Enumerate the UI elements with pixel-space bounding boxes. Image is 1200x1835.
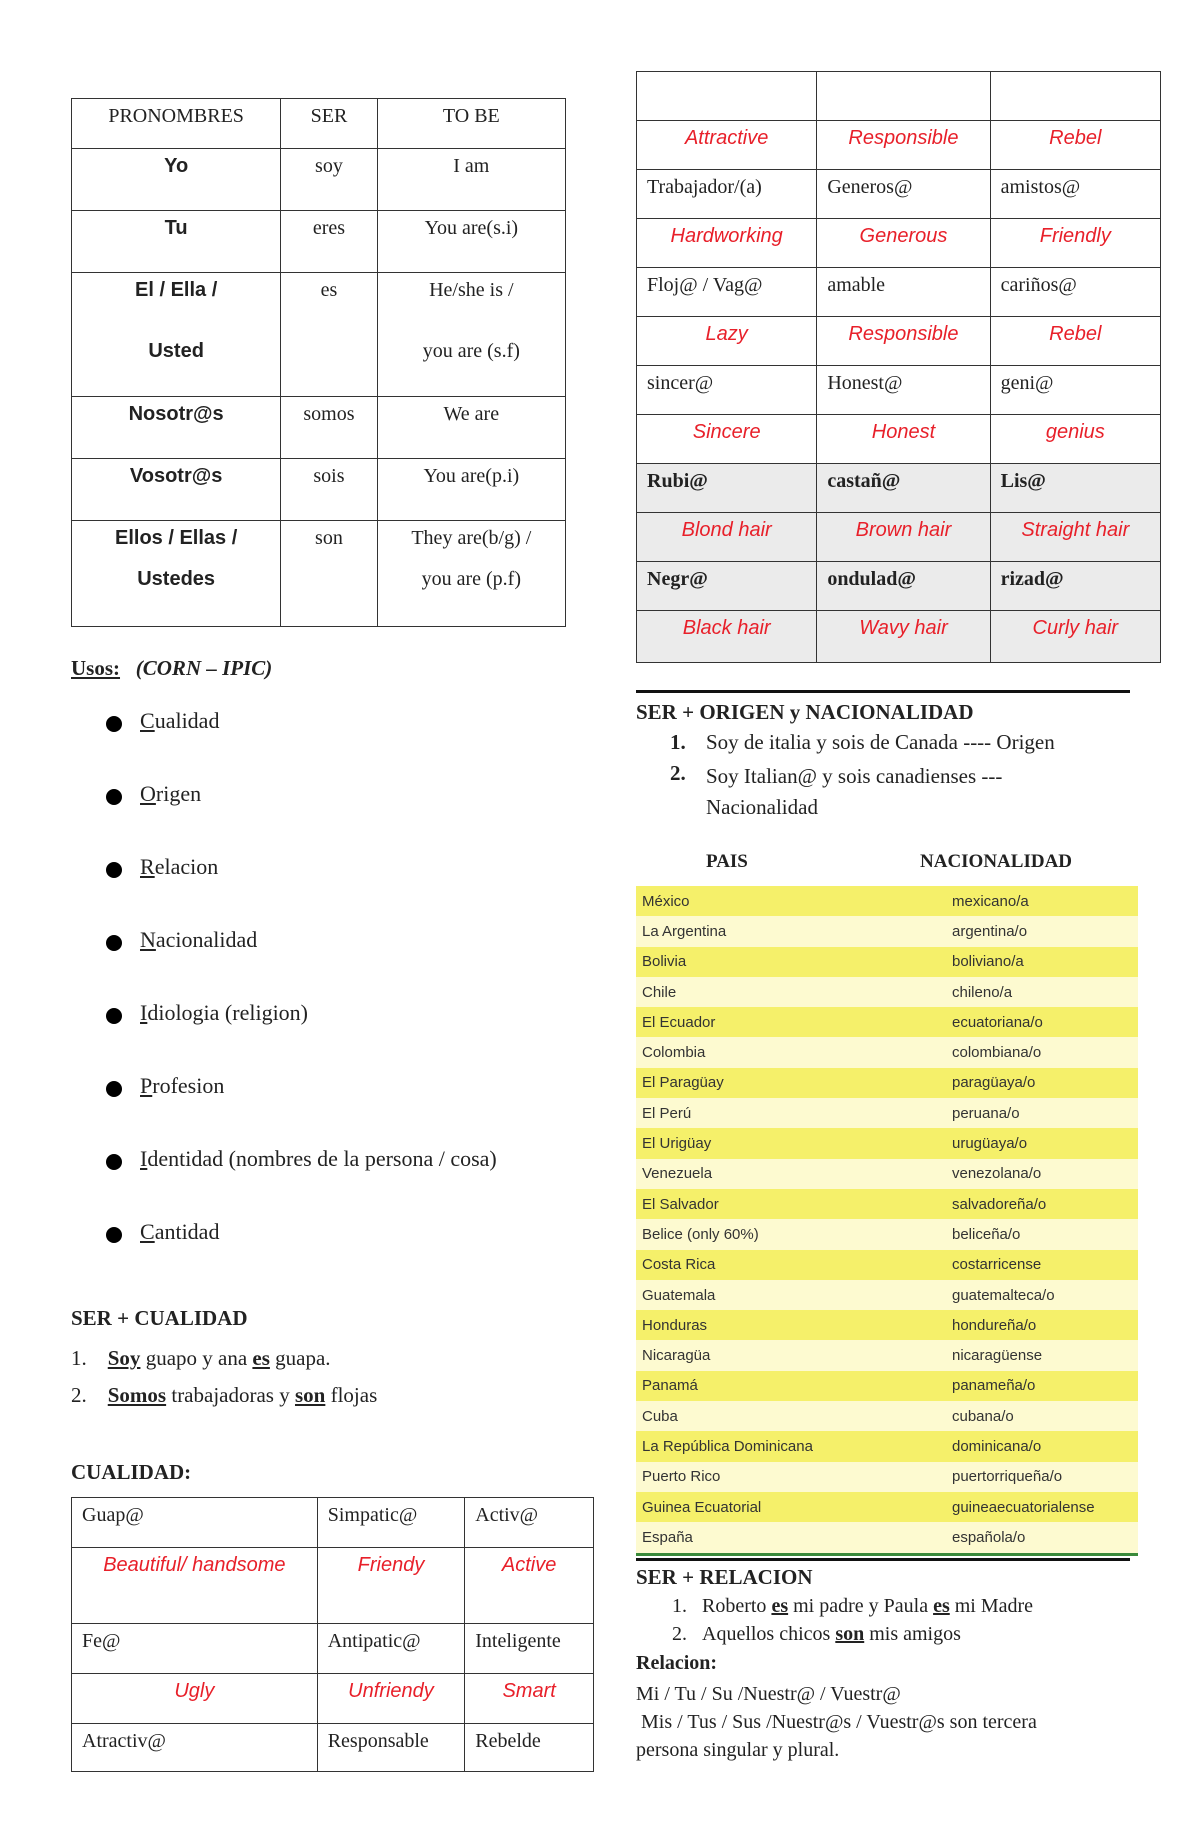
table-row bbox=[636, 1462, 1138, 1492]
bullet-icon bbox=[106, 935, 122, 951]
cell-translation: Friendly bbox=[990, 219, 1160, 268]
nacionalidad-cell: salvadoreña/o bbox=[952, 1195, 1047, 1213]
item-text: mi Madre bbox=[949, 1595, 1034, 1617]
table-row bbox=[636, 1159, 1138, 1189]
pais-cell: Guinea Ecuatorial bbox=[642, 1498, 762, 1516]
table-bottom-border bbox=[636, 1553, 1138, 1556]
header-pais: PAIS bbox=[706, 851, 748, 872]
tobe-cell: You are(s.i) bbox=[377, 211, 565, 273]
list-item bbox=[670, 730, 1110, 755]
cualidad-table bbox=[71, 1497, 594, 1772]
origen-title: SER + ORIGEN y NACIONALIDAD bbox=[636, 700, 974, 724]
list-item bbox=[672, 1623, 1033, 1646]
initial-letter: I bbox=[140, 1000, 148, 1025]
list-item bbox=[106, 854, 576, 927]
bullet-icon bbox=[106, 716, 122, 732]
table-row bbox=[636, 1007, 1138, 1037]
pais-cell: Colombia bbox=[642, 1044, 706, 1062]
table-row bbox=[636, 1098, 1138, 1128]
pronombres-table bbox=[71, 98, 566, 627]
cell-translation: Beautiful/ handsome bbox=[72, 1548, 318, 1624]
header-pronombres: PRONOMBRES bbox=[72, 99, 281, 149]
table-row bbox=[636, 1128, 1138, 1158]
item-text: Roberto bbox=[702, 1595, 772, 1617]
verb: es bbox=[771, 1595, 789, 1617]
ser-cell: somos bbox=[281, 397, 377, 459]
cell: Rebelde bbox=[465, 1724, 594, 1772]
list-item bbox=[106, 1219, 576, 1292]
cell-translation: Blond hair bbox=[637, 513, 817, 562]
cell: Honest@ bbox=[817, 366, 990, 415]
nacionalidad-cell: boliviano/a bbox=[952, 953, 1024, 971]
header-ser: SER bbox=[281, 99, 377, 149]
pais-cell: El Salvador bbox=[642, 1195, 719, 1213]
pais-cell: Costa Rica bbox=[642, 1256, 716, 1274]
pais-header bbox=[636, 848, 1138, 878]
verb: Soy bbox=[107, 1346, 141, 1370]
table-row bbox=[636, 1189, 1138, 1219]
nacionalidad-cell: cubana/o bbox=[952, 1407, 1014, 1425]
pron-cell: Yo bbox=[72, 149, 281, 211]
item-text: ualidad bbox=[154, 708, 220, 733]
usos-list bbox=[106, 708, 576, 1292]
item-num: 2. bbox=[670, 761, 686, 785]
table-row bbox=[636, 886, 1138, 916]
table-row bbox=[636, 977, 1138, 1007]
relacion-list bbox=[672, 1595, 1033, 1646]
item-text: mi padre y Paula bbox=[788, 1595, 934, 1617]
bullet-icon bbox=[106, 1081, 122, 1097]
item-text: acionalidad bbox=[155, 927, 258, 952]
usos-label: Usos: bbox=[71, 656, 121, 680]
cell: Inteligente bbox=[465, 1624, 594, 1674]
pais-cell: El Ecuador bbox=[642, 1013, 716, 1031]
cell-translation: Sincere bbox=[637, 415, 817, 464]
tobe-line: He/she is / bbox=[429, 279, 514, 301]
cell: Simpatic@ bbox=[317, 1498, 465, 1548]
cell: amable bbox=[817, 268, 990, 317]
nacionalidad-cell: colombiana/o bbox=[952, 1044, 1042, 1062]
list-item bbox=[106, 708, 576, 781]
verb: es bbox=[933, 1595, 950, 1617]
pron-line: El / Ella / bbox=[135, 279, 218, 301]
cell: Floj@ / Vag@ bbox=[637, 268, 817, 317]
table-row bbox=[636, 1280, 1138, 1310]
cell: Antipatic@ bbox=[317, 1624, 465, 1674]
item-text: guapa. bbox=[269, 1346, 331, 1370]
cell: castañ@ bbox=[817, 464, 990, 513]
list-item bbox=[672, 1595, 1033, 1618]
cell-translation: Smart bbox=[465, 1674, 594, 1724]
table-row bbox=[636, 1431, 1138, 1461]
cell: amistos@ bbox=[990, 170, 1160, 219]
tobe-cell bbox=[377, 521, 565, 627]
nacionalidad-cell: guineaecuatorialense bbox=[952, 1498, 1095, 1516]
pron-line: Ellos / Ellas / bbox=[114, 527, 238, 549]
cell: Lis@ bbox=[990, 464, 1160, 513]
table-row bbox=[636, 1219, 1138, 1249]
nacionalidad-cell: española/o bbox=[952, 1528, 1026, 1546]
pais-cell: El Perú bbox=[642, 1104, 692, 1122]
cell: Negr@ bbox=[637, 562, 817, 611]
nacionalidad-cell: dominicana/o bbox=[952, 1437, 1042, 1455]
list-item bbox=[106, 927, 576, 1000]
note-line: Mi / Tu / Su /Nuestr@ / Vuestr@ bbox=[636, 1683, 901, 1705]
bullet-icon bbox=[106, 1008, 122, 1024]
pais-cell: La Argentina bbox=[642, 922, 727, 940]
cell-translation: Attractive bbox=[637, 121, 817, 170]
cell-translation: Wavy hair bbox=[817, 611, 990, 663]
bullet-icon bbox=[106, 862, 122, 878]
nacionalidad-cell: costarricense bbox=[952, 1256, 1042, 1274]
pais-table bbox=[636, 886, 1138, 1553]
item-text: flojas bbox=[325, 1383, 378, 1407]
item-num: 1. bbox=[672, 1595, 687, 1617]
pron-cell: Vosotr@s bbox=[72, 459, 281, 521]
pron-cell: Tu bbox=[72, 211, 281, 273]
list-item bbox=[106, 1073, 576, 1146]
cell-translation: Unfriendy bbox=[317, 1674, 465, 1724]
nacionalidad-cell: puertorriqueña/o bbox=[952, 1468, 1063, 1486]
initial-letter: I bbox=[140, 1146, 148, 1171]
pais-cell: Chile bbox=[642, 983, 677, 1001]
cell-translation: Curly hair bbox=[990, 611, 1160, 663]
nacionalidad-cell: nicaragüense bbox=[952, 1347, 1043, 1365]
item-num: 2. bbox=[672, 1623, 687, 1645]
cell-translation: Straight hair bbox=[990, 513, 1160, 562]
item-text: trabajadoras y bbox=[166, 1383, 295, 1407]
cell: ondulad@ bbox=[817, 562, 990, 611]
cell bbox=[817, 72, 990, 121]
ser-cualidad-title: SER + CUALIDAD bbox=[71, 1306, 248, 1330]
cell-translation: Active bbox=[465, 1548, 594, 1624]
item-text: rigen bbox=[155, 781, 202, 806]
item-text: guapo y ana bbox=[140, 1346, 253, 1370]
note-line: Mis / Tus / Sus /Nuestr@s / Vuestr@s son tercera bbox=[636, 1711, 1037, 1733]
list-item bbox=[71, 1383, 377, 1408]
cell-translation: Ugly bbox=[72, 1674, 318, 1724]
divider bbox=[636, 690, 1130, 693]
item-text: rofesion bbox=[152, 1073, 225, 1098]
cell-translation: Lazy bbox=[637, 317, 817, 366]
pron-line: Ustedes bbox=[137, 568, 216, 590]
cell-translation: Black hair bbox=[637, 611, 817, 663]
pais-cell: Bolivia bbox=[642, 953, 687, 971]
table-row bbox=[636, 1250, 1138, 1280]
list-item bbox=[670, 761, 1110, 823]
bullet-icon bbox=[106, 1154, 122, 1170]
tobe-cell: You are(p.i) bbox=[377, 459, 565, 521]
vocab-table bbox=[636, 71, 1161, 663]
pais-cell: Cuba bbox=[642, 1407, 678, 1425]
list-item bbox=[106, 781, 576, 854]
ser-cell: sois bbox=[281, 459, 377, 521]
cell: geni@ bbox=[990, 366, 1160, 415]
verb: Somos bbox=[107, 1383, 167, 1407]
pais-cell: Venezuela bbox=[642, 1165, 713, 1183]
cell: Fe@ bbox=[72, 1624, 318, 1674]
table-row bbox=[636, 1310, 1138, 1340]
cell: sincer@ bbox=[637, 366, 817, 415]
item-num: 2. bbox=[71, 1383, 87, 1407]
table-row bbox=[636, 947, 1138, 977]
cell bbox=[637, 72, 817, 121]
item-text: diologia (religion) bbox=[147, 1000, 309, 1025]
nacionalidad-cell: argentina/o bbox=[952, 922, 1028, 940]
usos-heading bbox=[71, 656, 272, 681]
nacionalidad-cell: panameña/o bbox=[952, 1377, 1036, 1395]
cell: Generos@ bbox=[817, 170, 990, 219]
tobe-line: you are (p.f) bbox=[421, 568, 522, 590]
table-row bbox=[636, 916, 1138, 946]
relacion-notes bbox=[636, 1680, 1037, 1764]
nacionalidad-cell: guatemalteca/o bbox=[952, 1286, 1055, 1304]
item-text: elacion bbox=[154, 854, 219, 879]
pais-cell: Guatemala bbox=[642, 1286, 716, 1304]
nacionalidad-cell: peruana/o bbox=[952, 1104, 1020, 1122]
table-row bbox=[636, 1401, 1138, 1431]
initial-letter: P bbox=[140, 1073, 153, 1098]
divider bbox=[636, 1558, 1130, 1561]
cell-translation: Generous bbox=[817, 219, 990, 268]
cell-translation: Rebel bbox=[990, 121, 1160, 170]
cell-translation: Brown hair bbox=[817, 513, 990, 562]
pais-cell: El Paragüay bbox=[642, 1074, 724, 1092]
cell-translation: Friendy bbox=[317, 1548, 465, 1624]
nacionalidad-cell: chileno/a bbox=[952, 983, 1013, 1001]
tobe-cell bbox=[377, 273, 565, 397]
cell: Trabajador/(a) bbox=[637, 170, 817, 219]
list-item bbox=[71, 1346, 377, 1371]
cell: Guap@ bbox=[72, 1498, 318, 1548]
table-row bbox=[636, 1371, 1138, 1401]
pais-cell: España bbox=[642, 1528, 693, 1546]
bullet-icon bbox=[106, 1227, 122, 1243]
pron-cell bbox=[72, 521, 281, 627]
item-text: dentidad (nombres de la persona / cosa) bbox=[147, 1146, 497, 1171]
origen-list bbox=[670, 730, 1110, 823]
bullet-icon bbox=[106, 789, 122, 805]
item-text: mis amigos bbox=[864, 1623, 961, 1645]
item-text: Aquellos chicos bbox=[702, 1623, 836, 1645]
ser-cell: es bbox=[281, 273, 377, 397]
cell: Activ@ bbox=[465, 1498, 594, 1548]
nacionalidad-cell: beliceña/o bbox=[952, 1225, 1021, 1243]
ser-cualidad-list bbox=[71, 1346, 377, 1420]
list-item bbox=[106, 1000, 576, 1073]
initial-letter: O bbox=[140, 781, 156, 806]
item-text: Soy Italian@ y sois canadienses --- Nacionalidad bbox=[706, 764, 1003, 819]
pais-cell: Belice (only 60%) bbox=[642, 1225, 759, 1243]
pais-cell: México bbox=[642, 892, 690, 910]
initial-letter: C bbox=[140, 708, 155, 733]
initial-letter: R bbox=[140, 854, 155, 879]
table-row bbox=[636, 1340, 1138, 1370]
tobe-line: you are (s.f) bbox=[422, 340, 520, 362]
nacionalidad-cell: urugüaya/o bbox=[952, 1135, 1028, 1153]
verb: son bbox=[294, 1383, 326, 1407]
verb: son bbox=[835, 1623, 865, 1645]
nacionalidad-cell: mexicano/a bbox=[952, 892, 1029, 910]
nacionalidad-cell: ecuatoriana/o bbox=[952, 1013, 1043, 1031]
pais-cell: Nicaragüa bbox=[642, 1347, 711, 1365]
tobe-line: They are(b/g) / bbox=[411, 527, 532, 549]
table-row bbox=[636, 1522, 1138, 1552]
initial-letter: N bbox=[140, 927, 156, 952]
cell-translation: Honest bbox=[817, 415, 990, 464]
list-item bbox=[106, 1146, 576, 1219]
cell: cariños@ bbox=[990, 268, 1160, 317]
table-row bbox=[636, 1037, 1138, 1067]
verb: es bbox=[252, 1346, 270, 1370]
nacionalidad-cell: paragüaya/o bbox=[952, 1074, 1036, 1092]
relacion-subtitle: Relacion: bbox=[636, 1652, 718, 1674]
usos-mnemonic: (CORN – IPIC) bbox=[135, 656, 273, 680]
item-num: 1. bbox=[670, 730, 686, 754]
tobe-cell: We are bbox=[377, 397, 565, 459]
cell-translation: Rebel bbox=[990, 317, 1160, 366]
pais-cell: El Urigüay bbox=[642, 1135, 712, 1153]
cell: rizad@ bbox=[990, 562, 1160, 611]
header-tobe: TO BE bbox=[377, 99, 565, 149]
nacionalidad-cell: venezolana/o bbox=[952, 1165, 1042, 1183]
pron-cell bbox=[72, 273, 281, 397]
cell: Atractiv@ bbox=[72, 1724, 318, 1772]
pais-cell: Honduras bbox=[642, 1316, 708, 1334]
pais-cell: Panamá bbox=[642, 1377, 698, 1395]
header-nacionalidad: NACIONALIDAD bbox=[920, 851, 1073, 872]
nacionalidad-cell: hondureña/o bbox=[952, 1316, 1037, 1334]
initial-letter: C bbox=[140, 1219, 155, 1244]
pais-cell: Puerto Rico bbox=[642, 1468, 721, 1486]
cell: Responsable bbox=[317, 1724, 465, 1772]
pron-cell: Nosotr@s bbox=[72, 397, 281, 459]
ser-cell: eres bbox=[281, 211, 377, 273]
note-line: persona singular y plural. bbox=[636, 1739, 840, 1761]
cell: Rubi@ bbox=[637, 464, 817, 513]
ser-cell: soy bbox=[281, 149, 377, 211]
item-text: Soy de italia y sois de Canada ---- Origen bbox=[706, 730, 1055, 754]
cualidad-title: CUALIDAD: bbox=[71, 1460, 192, 1484]
tobe-cell: I am bbox=[377, 149, 565, 211]
relacion-title: SER + RELACION bbox=[636, 1565, 813, 1589]
item-text: antidad bbox=[154, 1219, 220, 1244]
pron-line: Usted bbox=[148, 340, 204, 362]
cell-translation: Responsible bbox=[817, 121, 990, 170]
table-row bbox=[636, 1068, 1138, 1098]
cell-translation: Hardworking bbox=[637, 219, 817, 268]
cell-translation: Responsible bbox=[817, 317, 990, 366]
cell-translation: genius bbox=[990, 415, 1160, 464]
cell bbox=[990, 72, 1160, 121]
ser-cell: son bbox=[281, 521, 377, 627]
table-row bbox=[636, 1492, 1138, 1522]
item-num: 1. bbox=[71, 1346, 87, 1370]
pais-cell: La República Dominicana bbox=[642, 1437, 813, 1455]
